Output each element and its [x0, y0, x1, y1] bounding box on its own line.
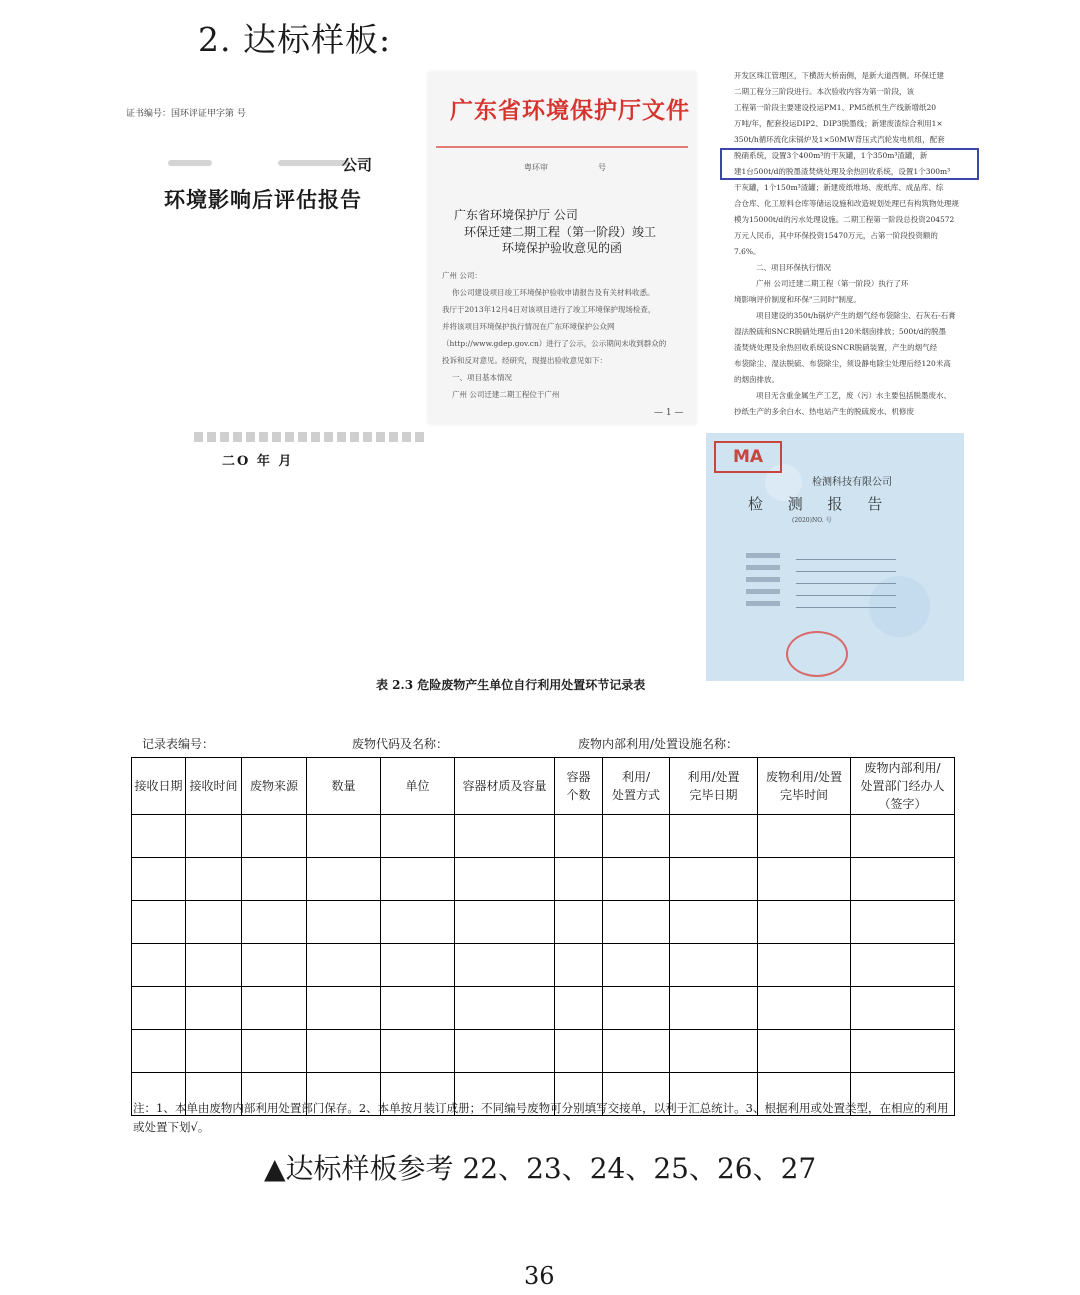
- column-header-line: （签字）: [878, 797, 927, 811]
- table-body: [132, 815, 955, 1116]
- table-cell[interactable]: [851, 901, 955, 944]
- inspection-report-sample: [706, 433, 964, 681]
- table-cell[interactable]: [307, 858, 381, 901]
- text-line: 7.6%。: [734, 247, 761, 256]
- table-cell[interactable]: [603, 815, 670, 858]
- letter-title-line-3: 环境保护验收意见的函: [502, 241, 623, 255]
- column-header: [307, 758, 381, 815]
- table-cell[interactable]: [851, 1030, 955, 1073]
- text-line: 项目无含重金属生产工艺，废（污）水主要包括脱墨废水、: [756, 391, 951, 400]
- text-line: 模为15000t/d的污水处理设施。二期工程第一阶段总投资204572: [734, 215, 955, 224]
- table-row: [132, 858, 955, 901]
- column-header-line: 利用/处置: [687, 770, 740, 784]
- table-cell[interactable]: [381, 1030, 455, 1073]
- table-cell[interactable]: [381, 901, 455, 944]
- text-line: 合仓库、化工原料仓库等储运设施和改造规划处理已有构筑物处理规: [734, 199, 959, 208]
- document-number-suffix: 号: [598, 163, 606, 172]
- column-header-line: 个数: [566, 788, 591, 802]
- form-row: [746, 589, 896, 597]
- signature-redacted: [194, 432, 424, 442]
- inspection-title: 检 测 报 告: [748, 495, 893, 513]
- table-cell[interactable]: [603, 1030, 670, 1073]
- table-cell[interactable]: [381, 987, 455, 1030]
- column-header-line: 利用/: [621, 770, 651, 784]
- letter-line: 广州 公司：: [442, 271, 482, 280]
- table-cell[interactable]: [455, 901, 555, 944]
- table-cell[interactable]: [186, 1030, 242, 1073]
- text-line: 布袋除尘、湿法脱硫、布袋除尘，须设静电除尘处理后经120米高: [734, 359, 951, 368]
- table-cell[interactable]: [670, 1030, 758, 1073]
- form-row: [746, 577, 896, 585]
- letter-line: 你公司建设项目竣工环境保护验收申请报告及有关材料收悉。: [452, 288, 655, 297]
- column-header-line: 废物利用/处置: [765, 770, 843, 784]
- table-cell[interactable]: [758, 858, 851, 901]
- text-line: 二期工程分三阶段进行。本次验收内容为第一阶段，该: [734, 87, 914, 96]
- table-header-row: [132, 758, 955, 815]
- column-header: [186, 758, 242, 815]
- column-header: [455, 758, 555, 815]
- text-line: 开发区珠江管理区，下横沥大桥南侧，是新大道西侧。环保迁建: [734, 71, 944, 80]
- column-header: [555, 758, 603, 815]
- table-cell[interactable]: [603, 901, 670, 944]
- report-code: (2020)NO. 号: [792, 517, 832, 524]
- table-caption: 表 2.3 危险废物产生单位自行利用处置环节记录表: [376, 678, 646, 692]
- acceptance-letter-sample: [428, 72, 696, 424]
- table-cell[interactable]: [242, 858, 307, 901]
- table-cell[interactable]: [758, 1030, 851, 1073]
- table-cell[interactable]: [555, 987, 603, 1030]
- table-cell[interactable]: [132, 944, 186, 987]
- letter-line: 并将该项目环境保护执行情况在广东环境保护公众网: [442, 322, 615, 331]
- table-cell[interactable]: [758, 815, 851, 858]
- column-header-line: 处置部门经办人: [860, 779, 945, 793]
- section-heading: 2. 达标样板:: [198, 20, 392, 59]
- table-cell[interactable]: [555, 944, 603, 987]
- letter-line: 一、项目基本情况: [452, 373, 512, 382]
- text-line: 项目建设的350t/h锅炉产生的烟气经布袋除尘、石灰石-石膏: [756, 311, 956, 320]
- column-header: [381, 758, 455, 815]
- column-header-line: 容器: [566, 770, 591, 784]
- table-cell[interactable]: [851, 858, 955, 901]
- letter-title-line-1: 广东省环境保护厅 公司: [454, 208, 578, 222]
- column-header: [242, 758, 307, 815]
- letter-line: 投诉和反对意见。经研究，现提出验收意见如下：: [442, 356, 607, 365]
- table-cell[interactable]: [555, 815, 603, 858]
- text-line: 干灰罐，1个150m³渣罐；新建废纸堆场、废纸库、成品库、综: [734, 183, 944, 192]
- table-cell[interactable]: [381, 815, 455, 858]
- column-header: [758, 758, 851, 815]
- acceptance-letter-page-2: [712, 62, 974, 418]
- table-cell[interactable]: [455, 987, 555, 1030]
- table-cell[interactable]: [851, 815, 955, 858]
- table-cell[interactable]: [455, 1030, 555, 1073]
- table-cell[interactable]: [555, 858, 603, 901]
- document-number-prefix: 粤环审: [524, 163, 548, 172]
- table-row: [132, 815, 955, 858]
- letter-header: 广东省环境保护厅文件: [450, 97, 690, 124]
- text-line: 广州 公司迁建二期工程（第一阶段）执行了环: [756, 279, 909, 288]
- column-header-line: 处置方式: [611, 788, 660, 802]
- table-cell[interactable]: [307, 815, 381, 858]
- letter-page-number: — 1 —: [654, 408, 684, 418]
- table-cell[interactable]: [132, 987, 186, 1030]
- table-cell[interactable]: [603, 987, 670, 1030]
- table-cell[interactable]: [186, 901, 242, 944]
- form-row: [746, 601, 896, 609]
- table-cell[interactable]: [186, 944, 242, 987]
- table-cell[interactable]: [603, 858, 670, 901]
- text-line: 抄纸生产的多余白水、热电站产生的脱硫废水、机修废: [734, 407, 914, 416]
- form-row: [746, 553, 896, 561]
- inspection-company: 检测科技有限公司: [812, 477, 892, 488]
- company-name: [138, 154, 398, 176]
- page-number: 36: [524, 1262, 555, 1290]
- column-header-line: 废物来源: [249, 779, 298, 793]
- header-divider: [436, 146, 688, 148]
- table-cell[interactable]: [307, 987, 381, 1030]
- table-cell[interactable]: [758, 901, 851, 944]
- text-line: 脱硝系统，设置3个400m³的干灰罐，1个350m³渣罐，新: [734, 151, 928, 160]
- table-cell[interactable]: [307, 944, 381, 987]
- company-suffix: 公司: [341, 156, 372, 174]
- sample-reference: ▲达标样板参考 22、23、24、25、26、27: [264, 1152, 817, 1185]
- certificate-number: 证书编号：国环评证甲字第 号: [126, 109, 246, 119]
- text-line: 工程第一阶段主要建设投运PM1、PM5纸机生产线新增纸20: [734, 103, 937, 112]
- table-cell[interactable]: [555, 901, 603, 944]
- table-cell[interactable]: [132, 901, 186, 944]
- text-line: 建1台500t/d的脱墨渣焚烧处理及余热回收系统，设置1个300m³: [734, 167, 951, 176]
- waste-code-label: 废物代码及名称：: [352, 737, 449, 751]
- table-cell[interactable]: [455, 858, 555, 901]
- table-cell[interactable]: [186, 987, 242, 1030]
- text-line: 万元人民币，其中环保投资15470万元，占第一阶段投资额的: [734, 231, 938, 240]
- table-row: [132, 987, 955, 1030]
- column-header: [851, 758, 955, 815]
- table-row: [132, 944, 955, 987]
- table-cell[interactable]: [670, 944, 758, 987]
- table-cell[interactable]: [603, 944, 670, 987]
- letter-title-line-2: 环保迁建二期工程（第一阶段）竣工: [464, 225, 657, 239]
- table-cell[interactable]: [851, 987, 955, 1030]
- table-cell[interactable]: [242, 1030, 307, 1073]
- column-header-line: 数量: [331, 779, 356, 793]
- table-cell[interactable]: [381, 944, 455, 987]
- disposal-record-table: [131, 757, 955, 1116]
- table-cell[interactable]: [186, 815, 242, 858]
- report-date: 二O 年 月: [222, 454, 294, 469]
- text-line: 二、项目环保执行情况: [756, 263, 831, 272]
- column-header: [132, 758, 186, 815]
- column-header: [670, 758, 758, 815]
- table-cell[interactable]: [132, 1030, 186, 1073]
- letter-line: 我厅于2013年12月4日对该项目进行了竣工环境保护现场检查，: [442, 305, 656, 314]
- table-cell[interactable]: [242, 815, 307, 858]
- column-header-line: 单位: [405, 779, 430, 793]
- table-cell[interactable]: [455, 815, 555, 858]
- facility-name-label: 废物内部利用/处置设施名称：: [578, 737, 739, 751]
- table-cell[interactable]: [242, 987, 307, 1030]
- cma-mark: MA: [714, 441, 782, 473]
- table-cell[interactable]: [670, 901, 758, 944]
- text-line: 境影响评价制度和环保"三同时"制度。: [734, 295, 861, 304]
- table-cell[interactable]: [758, 944, 851, 987]
- column-header-line: 容器材质及容量: [462, 779, 547, 793]
- table-cell[interactable]: [307, 901, 381, 944]
- table-cell[interactable]: [670, 987, 758, 1030]
- table-cell[interactable]: [307, 1030, 381, 1073]
- text-line: 的烟囱排放。: [734, 375, 779, 384]
- letter-line: （http://www.gdep.gov.cn）进行了公示，公示期间未收到群众的: [442, 339, 667, 348]
- table-cell[interactable]: [132, 858, 186, 901]
- table-cell[interactable]: [555, 1030, 603, 1073]
- report-title: 环境影响后评估报告: [164, 187, 362, 212]
- text-line: 渣焚烧处理及余热回收系统设SNCR脱硝装置，产生的烟气经: [734, 343, 938, 352]
- table-row: [132, 901, 955, 944]
- column-header-line: 接收时间: [189, 779, 238, 793]
- table-cell[interactable]: [851, 944, 955, 987]
- table-cell[interactable]: [242, 944, 307, 987]
- letter-line: 广州 公司迁建二期工程位于广州: [452, 390, 560, 399]
- table-row: [132, 1030, 955, 1073]
- column-header-line: 完毕日期: [689, 788, 738, 802]
- table-cell[interactable]: [758, 987, 851, 1030]
- column-header-line: 完毕时间: [779, 788, 828, 802]
- column-header-line: 废物内部利用/: [864, 761, 941, 775]
- table-cell[interactable]: [670, 815, 758, 858]
- table-cell[interactable]: [670, 858, 758, 901]
- form-row: [746, 565, 896, 573]
- text-line: 350t/h循环流化床锅炉及1×50MW背压式汽轮发电机组，配套: [734, 135, 945, 144]
- table-note: 注：1、本单由废物内部利用处置部门保存。2、本单按月装订成册；不同编号废物可分别填写交接单，以利于汇总统计。3、根据利用或处置类型，在相应的利用或处置下划√。: [133, 1101, 949, 1134]
- report-cover-sample: [118, 92, 418, 482]
- table-cell[interactable]: [132, 815, 186, 858]
- column-header-line: 接收日期: [134, 779, 183, 793]
- table-cell[interactable]: [381, 858, 455, 901]
- table-cell[interactable]: [242, 901, 307, 944]
- text-line: 万吨/年，配套投运DIP2、DIP3脱墨线；新建废渣综合利用1×: [734, 119, 943, 128]
- table-cell[interactable]: [455, 944, 555, 987]
- table-cell[interactable]: [186, 858, 242, 901]
- official-seal: [786, 631, 848, 677]
- text-line: 湿法脱硫和SNCR脱硝处理后由120米烟囱排放；500t/d的脱墨: [734, 327, 947, 336]
- record-number-label: 记录表编号：: [142, 737, 215, 751]
- column-header: [603, 758, 670, 815]
